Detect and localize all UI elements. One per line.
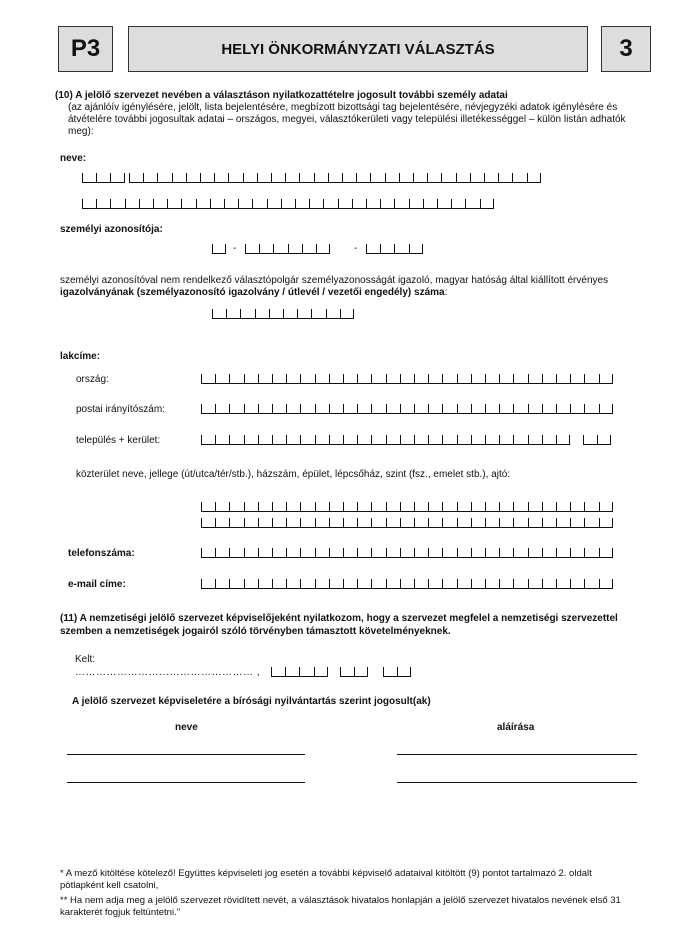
doc-text-2	[60, 287, 447, 300]
postal-code-field[interactable]	[201, 402, 613, 414]
name-field-c[interactable]	[82, 197, 494, 209]
kelt-month-field[interactable]	[340, 665, 368, 677]
column-name-header: neve	[175, 722, 198, 733]
doc-text-1: személyi azonosítóval nem rendelkező választópolgár személyazonosságát igazoló, magyar hatóság által kiállított érvényes	[60, 275, 609, 286]
email-label: e-mail címe:	[68, 579, 126, 590]
footnote-1-line-1: * A mező kitöltése kötelező! Együttes képviseleti jog esetén a további képviselő adataival kitöltött (9) pontot tartalmazó 2. oldalt	[60, 868, 592, 879]
name-label: neve:	[60, 153, 87, 164]
footnote-2-line-2: karakterét fogjuk feltüntetni."	[60, 907, 181, 918]
id-field-serial[interactable]	[366, 242, 423, 254]
email-field[interactable]	[201, 577, 613, 589]
footnote-2-line-1: ** Ha nem adja meg a jelölő szervezet rövidített nevét, a választások hivatalos honlapján a jelölő szervezet hivatalos nevének első 31	[60, 895, 621, 906]
signature-line-2[interactable]	[397, 782, 637, 783]
name-field-a[interactable]	[82, 171, 125, 183]
street-label: közterület neve, jellege (út/utca/tér/stb.), házszám, épület, lépcsőház, szint (fsz., emelet stb.), ajtó:	[76, 469, 511, 480]
signature-line-1[interactable]	[397, 754, 637, 755]
kelt-label: Kelt:	[75, 654, 96, 665]
section10-title: (10) A jelölő szervezet nevében a választáson nyilatkozattételre jogosult további személy adatai	[55, 90, 508, 101]
doc-text-2-bold: igazolványának (személyazonosító igazolvány / útlevél / vezetői engedély) száma	[60, 287, 445, 298]
district-field[interactable]	[583, 433, 611, 445]
id-label: személyi azonosítója:	[60, 224, 163, 235]
footnote-1-line-2: pótlapként kell csatolni,	[60, 880, 159, 891]
form-title: HELYI ÖNKORMÁNYZATI VÁLASZTÁS	[221, 40, 495, 58]
id-field-birthdate[interactable]	[245, 242, 330, 254]
street-field-1[interactable]	[201, 500, 613, 512]
doc-text-2-colon: :	[444, 287, 448, 298]
id-separator-2: -	[354, 243, 358, 254]
section11-line-1: (11) A nemzetiségi jelölő szervezet képviselőjeként nyilatkozom, hogy a szervezet megfelel a nemzetiségi szervezettel	[60, 613, 618, 624]
name-field-b[interactable]	[129, 171, 541, 183]
postal-code-label: postai irányítószám:	[76, 404, 165, 415]
country-field[interactable]	[201, 372, 613, 384]
section10-desc-2: átvételére további jogosultak adatai – országos, megyei, választókerületi vagy települési illetékességgel – külön listán adhatók	[68, 114, 626, 125]
kelt-year-field[interactable]	[271, 665, 328, 677]
street-field-2[interactable]	[201, 516, 613, 528]
section11-line-2: szemben a nemzetiségek jogairól szóló törvényben támasztott követelményeknek.	[60, 626, 451, 637]
id-separator-1: -	[233, 243, 237, 254]
address-label: lakcíme:	[60, 351, 101, 362]
page-number-box	[601, 26, 651, 72]
phone-label: telefonszáma:	[68, 548, 135, 559]
country-label: ország:	[76, 374, 109, 385]
form-code: P3	[70, 35, 101, 62]
form-code-box	[58, 26, 113, 72]
kelt-day-field[interactable]	[383, 665, 411, 677]
signatories-title: A jelölő szervezet képviseletére a bírósági nyilvántartás szerint jogosult(ak)	[72, 696, 431, 707]
column-signature-header: aláírása	[497, 722, 535, 733]
city-label: település + kerület:	[76, 435, 161, 446]
page-number: 3	[619, 35, 633, 62]
signatory-name-line-1[interactable]	[67, 754, 305, 755]
kelt-place-dots: …………………………………………… ,	[75, 667, 261, 678]
form-title-box	[128, 26, 588, 72]
id-field-sex[interactable]	[212, 242, 226, 254]
section10-desc-3: meg):	[68, 126, 94, 137]
phone-field[interactable]	[201, 546, 613, 558]
signatory-name-line-2[interactable]	[67, 782, 305, 783]
id-document-number-field[interactable]	[212, 307, 354, 319]
city-field[interactable]	[201, 433, 570, 445]
section10-desc-1: (az ajánlóív igénylésére, jelölt, lista bejelentésére, megbízott bizottsági tag bejelentésére, névjegyzéki adatok igénylésére és	[68, 102, 618, 113]
